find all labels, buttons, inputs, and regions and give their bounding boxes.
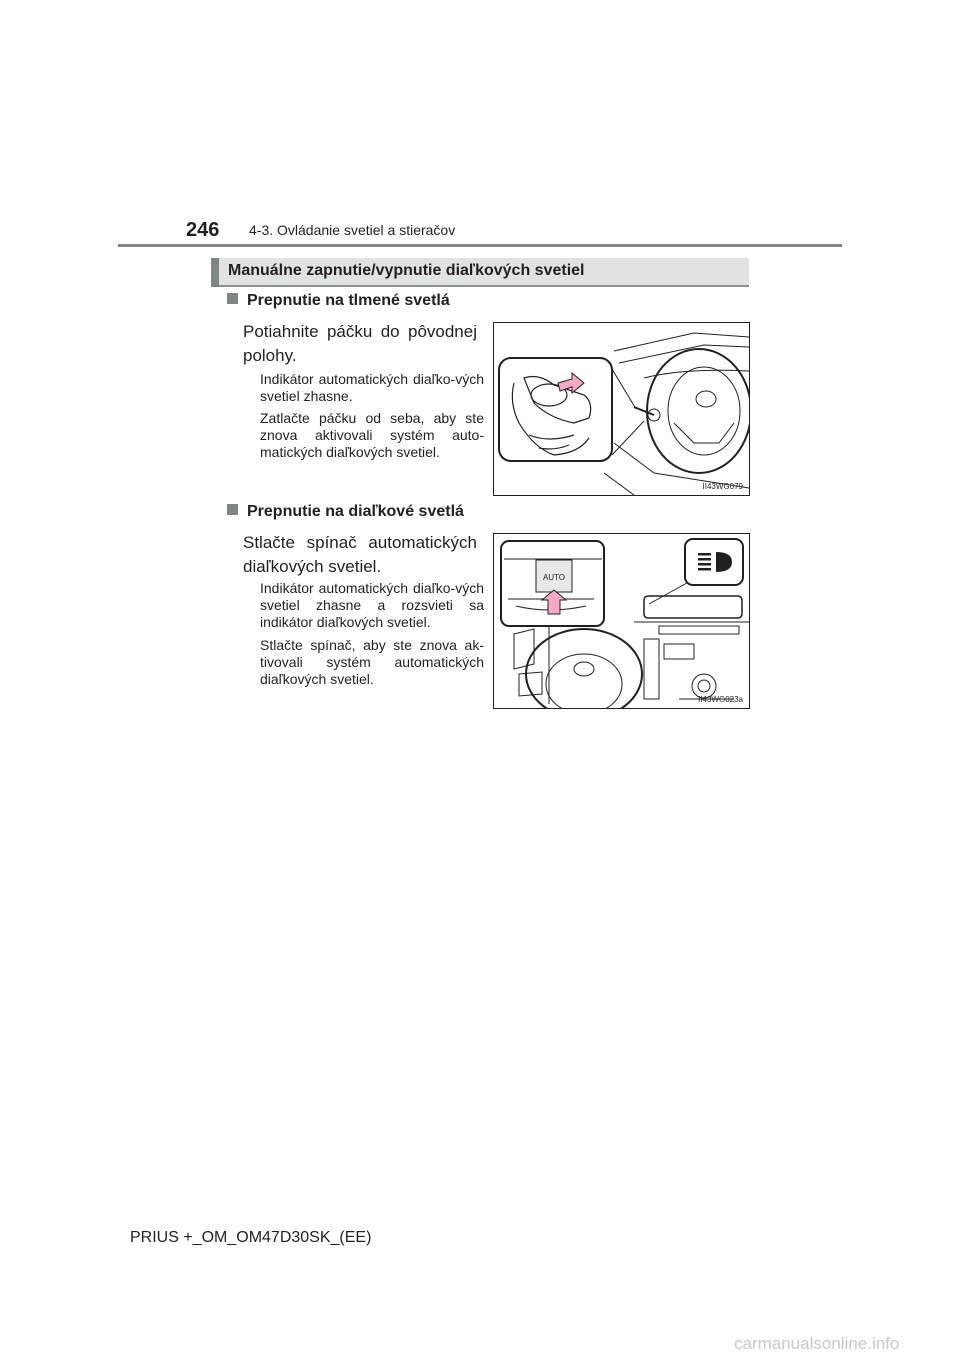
page-number: 246 (186, 219, 220, 241)
subheading-text: Prepnutie na tlmené svetlá (247, 292, 450, 309)
lever-pull-illustration (494, 323, 749, 495)
note-text: Stlačte spínač, aby ste znova ak-tivovali systém automatických diaľkových svetiel. (260, 637, 484, 687)
figure-lever (493, 322, 750, 496)
note-text: Zatlačte páčku od seba, aby ste znova aktivovali systém auto-matických diaľkových svetiel. (260, 410, 484, 460)
section-title: Manuálne zapnutie/vypnutie diaľkových svetiel (228, 262, 585, 279)
note-text: Indikátor automatických diaľko-vých svetiel zhasne a rozsvieti sa indikátor diaľkových svetiel. (260, 580, 484, 630)
figure-code: II43WG079 (702, 482, 743, 491)
square-bullet-icon (227, 293, 238, 304)
auto-high-beam-switch-illustration (494, 534, 749, 708)
footer-watermark: carmanualsonline.info (734, 1334, 900, 1353)
figure-switch (493, 533, 750, 709)
note-text: Indikátor automatických diaľko-vých svetiel zhasne. (260, 371, 484, 404)
footer-model: PRIUS +_OM_OM47D30SK_(EE) (130, 1229, 372, 1246)
instruction-text: Stlačte spínač automatických diaľkových svetiel. (243, 533, 477, 576)
subheading-text: Prepnutie na diaľkové svetlá (247, 503, 464, 520)
header-rule (118, 244, 842, 247)
figure-code: II43WG023a (698, 695, 743, 704)
square-bullet-icon (227, 504, 238, 515)
switch-label: AUTO (542, 573, 566, 582)
instruction-text: Potiahnite páčku do pôvodnej polohy. (243, 322, 477, 365)
section-heading (211, 258, 749, 287)
subheading-low-beam (227, 292, 450, 310)
subheading-high-beam (227, 503, 464, 521)
chapter-title: 4-3. Ovládanie svetiel a stieračov (249, 222, 456, 238)
section-heading-bar (211, 258, 219, 287)
